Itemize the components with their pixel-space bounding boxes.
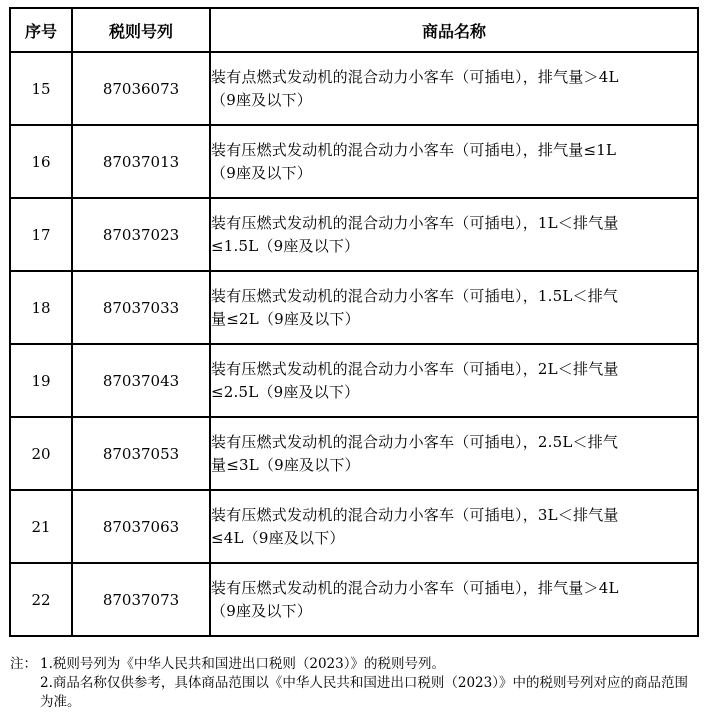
row-product-name [210, 198, 698, 271]
row-seq: 16 [10, 125, 72, 198]
product-name-line-1: 装有压燃式发动机的混合动力小客车（可插电），1L＜排气量 [211, 213, 619, 232]
product-name-line-1: 装有压燃式发动机的混合动力小客车（可插电），2L＜排气量 [211, 359, 619, 378]
product-name-line-2: ≤1.5L（9座及以下） [211, 236, 360, 255]
product-name-line-2: （9座及以下） [211, 163, 312, 182]
product-name-line-2: ≤4L（9座及以下） [211, 528, 345, 547]
row-product-name [210, 563, 698, 636]
row-tariff-code: 87037073 [72, 563, 210, 636]
row-product-name [210, 417, 698, 490]
footnotes [10, 655, 700, 712]
product-name-line-2: 量≤3L（9座及以下） [211, 455, 360, 474]
row-product-name [210, 125, 698, 198]
row-product-name [210, 344, 698, 417]
header-row [10, 8, 698, 52]
product-name-line-1: 装有点燃式发动机的混合动力小客车（可插电），排气量＞4L [211, 67, 619, 86]
row-tariff-code: 87036073 [72, 52, 210, 125]
product-name-line-1: 装有压燃式发动机的混合动力小客车（可插电），2.5L＜排气 [211, 432, 619, 451]
row-product-name [210, 490, 698, 563]
row-product-name [210, 52, 698, 125]
header-name: 商品名称 [210, 8, 698, 52]
footnote-item [10, 655, 700, 674]
table-row [10, 271, 698, 344]
product-name-line-1: 装有压燃式发动机的混合动力小客车（可插电），排气量≤1L [211, 140, 617, 159]
table-row [10, 490, 698, 563]
row-seq: 22 [10, 563, 72, 636]
row-seq: 21 [10, 490, 72, 563]
tariff-table [9, 7, 699, 637]
product-name-line-1: 装有压燃式发动机的混合动力小客车（可插电），3L＜排气量 [211, 505, 619, 524]
table-row [10, 417, 698, 490]
footnote-text: 1.税则号列为《中华人民共和国进出口税则（2023）》的税则号列。 [40, 656, 445, 672]
row-tariff-code: 87037053 [72, 417, 210, 490]
row-seq: 20 [10, 417, 72, 490]
row-tariff-code: 87037013 [72, 125, 210, 198]
row-seq: 19 [10, 344, 72, 417]
row-tariff-code: 87037033 [72, 271, 210, 344]
row-seq: 18 [10, 271, 72, 344]
row-tariff-code: 87037063 [72, 490, 210, 563]
row-tariff-code: 87037043 [72, 344, 210, 417]
product-name-line-2: （9座及以下） [211, 601, 312, 620]
table-row [10, 344, 698, 417]
row-product-name [210, 271, 698, 344]
table-row [10, 563, 698, 636]
footnote-text: 2.商品名称仅供参考，具体商品范围以《中华人民共和国进出口税则（2023）》中的税则号列对应的商品范围为准。 [40, 675, 688, 710]
product-name-line-2: （9座及以下） [211, 90, 312, 109]
footnote-item [10, 674, 700, 712]
product-name-line-2: 量≤2L（9座及以下） [211, 309, 360, 328]
table-row [10, 198, 698, 271]
table-row [10, 52, 698, 125]
row-seq: 17 [10, 198, 72, 271]
product-name-line-1: 装有压燃式发动机的混合动力小客车（可插电），排气量＞4L [211, 578, 619, 597]
product-name-line-2: ≤2.5L（9座及以下） [211, 382, 360, 401]
row-seq: 15 [10, 52, 72, 125]
table-row [10, 125, 698, 198]
header-seq: 序号 [10, 8, 72, 52]
product-name-line-1: 装有压燃式发动机的混合动力小客车（可插电），1.5L＜排气 [211, 286, 619, 305]
header-code: 税则号列 [72, 8, 210, 52]
row-tariff-code: 87037023 [72, 198, 210, 271]
footnote-prefix: 注： [10, 656, 37, 672]
